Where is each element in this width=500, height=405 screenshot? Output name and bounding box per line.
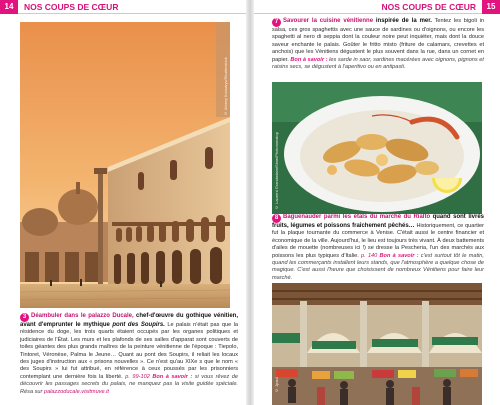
item-8-lead-rest: quand sont livrés fruits, légumes et poissons fraîchement pêchés… [272, 214, 484, 229]
item-8-body: Historiquement, ce quartier fut la plaque tournante du commerce à Venise. C'était aussi le centre financier et économique de la ville. Aujourd'hui, le lieu est toujours très vivant. À deux battements d'ailes de mouette (nombreuses ici !) se dresse la Pescheria, l'un des marchés aux poissons les plus typiques d'Italie. [272, 223, 484, 259]
item-8-tip: c'est surtout tôt le matin, quand les commerçants installent leurs stands, que l'atmosphère a quelque chose de magique. C'est aussi l'heure que choisissent de nombreux Vénitiens pour faire leur marché. [272, 252, 484, 281]
item-7-block [272, 18, 484, 71]
rialto-market-photo [272, 283, 482, 405]
item-3-badge: 3 [20, 313, 29, 322]
item-3-block [20, 313, 238, 396]
right-running-title: NOS COUPS DE CŒUR [381, 1, 476, 12]
item-7-tip-label: Bon à savoir : [290, 56, 328, 63]
item-3-tip: si vous rêvez de découvrir les passages secrets du palais, ne manquez pas la visite guidée spéciale. Résa sur [20, 373, 238, 395]
item-8-tip-label: Bon à savoir : [379, 252, 419, 259]
right-page-header [254, 0, 500, 14]
item-8-block [272, 214, 484, 282]
item-3-tip-label: Bon à savoir : [152, 373, 193, 380]
item-3-tip-link[interactable]: palazzoducale.visitmuve.it [43, 388, 109, 395]
fish-photo-credit: © Laurent Grandadam/Sime/Photononstop [274, 132, 279, 210]
item-3-page-ref: p. 99-102 [125, 373, 150, 380]
fritto-misto-illustration [272, 82, 482, 214]
item-3-lead: Déambuler dans le palazzo Ducale, [31, 313, 134, 319]
fritto-misto-photo [272, 82, 482, 214]
left-running-title: NOS COUPS DE CŒUR [24, 1, 119, 12]
item-7-lead-rest: inspirée de la mer. [375, 18, 432, 24]
palazzo-illustration [20, 22, 230, 308]
right-page-number: 15 [482, 0, 500, 14]
item-7-lead: Savourer la cuisine vénitienne [283, 18, 374, 24]
item-7-tip: les sarde in saor, sardines macérées avec oignons, pignons et raisins secs, se dégustent à l'aperitivo ou en antipasti. [272, 56, 484, 71]
book-gutter [246, 0, 254, 405]
market-photo-credit: © Jpaul [274, 377, 279, 393]
left-page-number: 14 [0, 0, 18, 14]
item-3-lead-2: chef-d'œuvre du gothique vénitien, avant d'emprunter le mythique [20, 313, 238, 328]
item-3-lead-em: pont des Soupirs. [112, 322, 165, 328]
item-8-badge: 8 [272, 214, 281, 223]
item-7-badge: 7 [272, 18, 281, 27]
left-page-header [0, 0, 246, 14]
item-7-body: Tentez les bigoli in salsa, ces gros spaghettis avec une sauce de sardines ou d'oignons, ou encore les spaghetti al nero di seppia dont la couleur noire peut inquiéter, mais dont la douce saveur enchante le palais. Goûter le fritto misto (friture de calamars, crevettes et anchois) que les Vénitiens dégustent le plus souvent dans la rue, dans un cornet en papier. [272, 18, 485, 63]
item-8-page-ref: p. 140 [361, 252, 378, 259]
rialto-market-illustration [272, 283, 482, 405]
palazzo-ducale-photo [20, 22, 230, 308]
palazzo-photo-credit: © Alexey Kovsaryv/Shutterstock [223, 57, 228, 116]
item-3-body: Le palais n'était pas que la résidence du doge, les trois quarts étaient occupés par les organes politiques et judiciaires de l'État. Les murs et les plafonds de ses salles d'apparat sont couverts de toiles géantes des plus grands maîtres de la peinture vénitienne de l'époque : Tiepolo, Tintoret, Véronèse, Palma le Jeune… Quant au pont des Soupirs, il reliait les locaux des juges d'instruction aux « prisons nouvelles ». Ce n'est qu'au XIXe s que le nom « des Soupirs » lui fut attribué, en référence à ceux poussés par les prisonniers contemplant une dernière fois la liberté. [20, 322, 239, 380]
item-8-lead: Baguenauder parmi les étals du marché du Rialto [283, 214, 431, 220]
